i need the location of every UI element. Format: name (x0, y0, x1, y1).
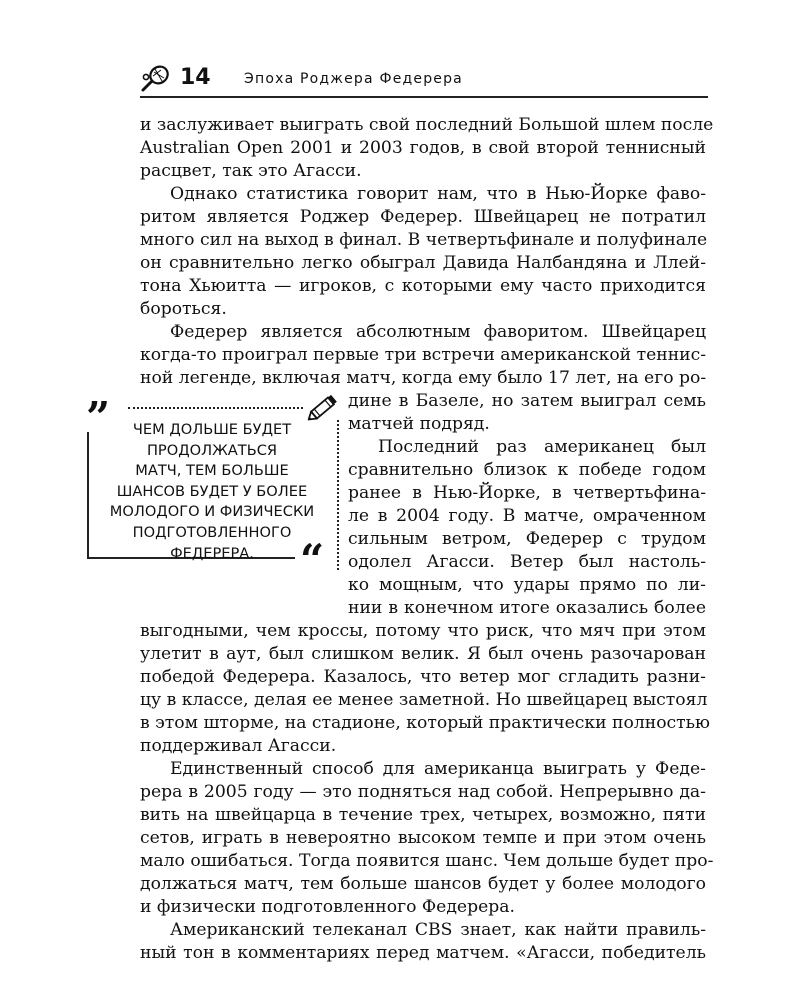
body-line: много сил на выход в финал. В четвертьфинале и полуфинале (140, 230, 708, 250)
body-line: цу в классе, делая ее менее заметной. Но швейцарец выстоял (140, 690, 708, 710)
running-header (140, 62, 708, 96)
pull-quote-dotted-top (128, 407, 303, 409)
body-line: должаться матч, тем больше шансов будет у более молодого (140, 874, 706, 894)
body-line: ный тон в комментариях перед матчем. «Агасси, победитель (140, 943, 706, 963)
pull-quote-line: ФЕДЕРЕРА. (170, 544, 254, 562)
body-line: Последний раз американец был (378, 437, 706, 457)
open-quote-mark: ” (86, 393, 111, 442)
body-line: когда-то проиграл первые три встречи американской теннис- (140, 345, 707, 365)
body-line: Однако статистика говорит нам, что в Нью-Йорке фаво- (170, 184, 706, 204)
page-number: 14 (180, 65, 211, 90)
body-line: ной легенде, включая матч, когда ему было 17 лет, на его ро- (140, 368, 707, 388)
pull-quote-line: МАТЧ, ТЕМ БОЛЬШЕ (135, 462, 289, 480)
header-rule (140, 96, 708, 98)
body-line: Australian Open 2001 и 2003 годов, в свой второй теннисный (140, 138, 706, 158)
body-line: тона Хьюитта — игроков, с которыми ему часто приходится (140, 276, 706, 296)
body-line: улетит в аут, был слишком велик. Я был очень разочарован (140, 644, 706, 664)
pull-quote-border-left (87, 432, 89, 558)
pull-quote-line: ШАНСОВ БУДЕТ У БОЛЕЕ (116, 482, 308, 500)
body-line: сетов, играть в невероятно высоком темпе и при этом очень (140, 828, 706, 848)
body-line: и физически подготовленного Федерера. (140, 897, 515, 917)
body-line: матчей подряд. (348, 414, 490, 434)
pull-quote-line: ПОДГОТОВЛЕННОГО (132, 523, 292, 541)
body-line: ритом является Роджер Федерер. Швейцарец не потратил (140, 207, 706, 227)
body-line: сравнительно близок к победе годом (348, 460, 706, 480)
pull-quote-line: МОЛОДОГО И ФИЗИЧЕСКИ (109, 503, 315, 521)
body-line: одолел Агасси. Ветер был настоль- (348, 552, 706, 572)
body-line: вить на швейцарца в течение трех, четырех, возможно, пяти (140, 805, 706, 825)
body-line: Американский телеканал CBS знает, как найти правиль- (170, 920, 706, 940)
body-line: сильным ветром, Федерер с трудом (348, 529, 706, 549)
running-title: Эпоха Роджера Федерера (244, 71, 463, 87)
body-line: Единственный способ для американца выиграть у Феде- (170, 759, 706, 779)
tennis-racket-icon (140, 64, 170, 94)
body-line: ле в 2004 году. В матче, омраченном (348, 506, 706, 526)
body-line: рера в 2005 году — это подняться над собой. Непрерывно да- (140, 782, 706, 802)
body-line: и заслуживает выиграть свой последний Большой шлем после (140, 115, 714, 135)
body-line: он сравнительно легко обыграл Давида Налбандяна и Ллей- (140, 253, 706, 273)
pull-quote-line: ПРОДОЛЖАТЬСЯ (146, 441, 278, 459)
body-line: дине в Базеле, но затем выиграл семь (348, 391, 706, 411)
pull-quote-dotted-right (337, 420, 339, 570)
body-line: победой Федерера. Казалось, что ветер мог сгладить разни- (140, 667, 706, 687)
body-line: Федерер является абсолютным фаворитом. Швейцарец (170, 322, 706, 342)
pull-quote-text (96, 420, 328, 564)
body-line: нии в конечном итоге оказались более (348, 598, 706, 618)
pull-quote-line: ЧЕМ ДОЛЬШЕ БУДЕТ (132, 421, 292, 438)
body-line: ко мощным, что удары прямо по ли- (348, 575, 706, 595)
close-quote-mark: “ (300, 535, 325, 584)
body-line: расцвет, так это Агасси. (140, 161, 362, 181)
body-line: в этом шторме, на стадионе, который практически полностью (140, 713, 711, 733)
body-line: мало ошибаться. Тогда появится шанс. Чем дольше будет про- (140, 851, 714, 871)
body-line: поддерживал Агасси. (140, 736, 337, 756)
body-line: бороться. (140, 299, 227, 319)
body-line: выгодными, чем кроссы, потому что риск, что мяч при этом (140, 621, 706, 641)
body-line: ранее в Нью-Йорке, в четвертьфина- (348, 483, 706, 503)
